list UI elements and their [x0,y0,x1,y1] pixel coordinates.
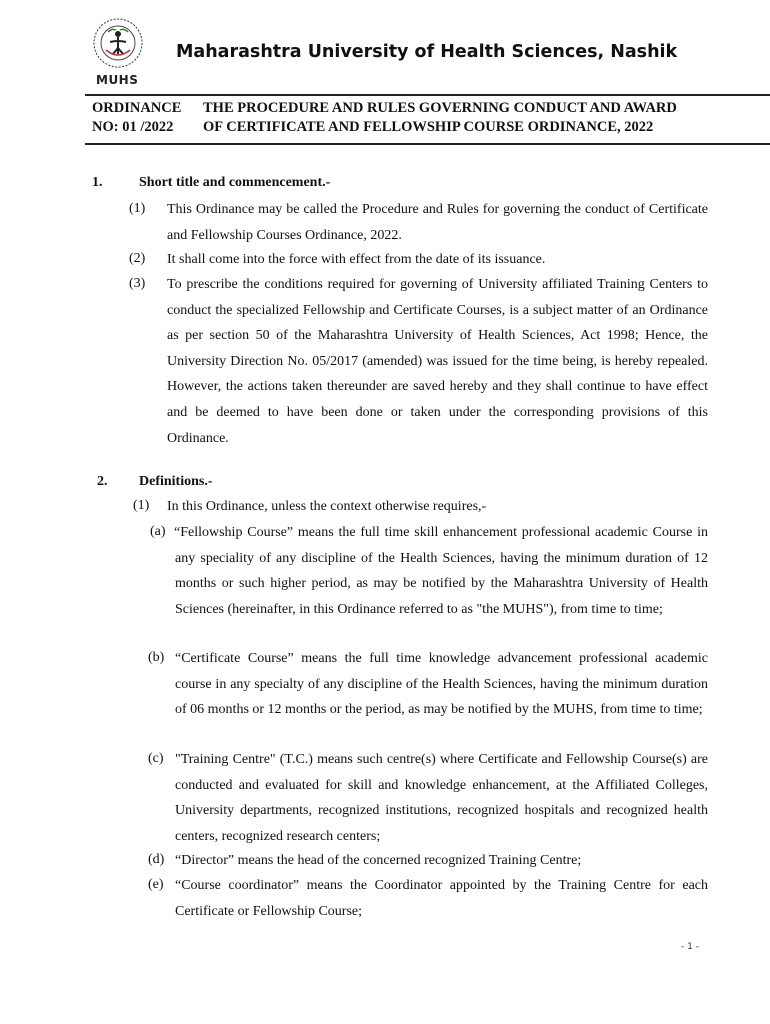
ordinance-label: ORDINANCE [92,100,182,116]
ordinance-number-block [92,99,181,137]
s2-item-b-marker: (b) [148,650,165,665]
logo-text: MUHS [96,73,139,87]
s1-item1-marker: (1) [129,201,146,216]
page-number: - 1 - [681,942,699,952]
s2-item-c-text: "Training Centre" (T.C.) means such centre(s) where Certificate and Fellowship Course(s) are conducted and evaluated for skill and knowledge enhancement, at the Affiliated Colleges, University departments, recognized institutions, recognized hospitals and recognized health centers, recognized research centers; [175,752,708,844]
s2-item-d-marker: (d) [148,852,165,867]
ordinance-no: NO: 01 /2022 [92,119,174,135]
muhs-logo [86,10,150,90]
s2-item-b-text: “Certificate Course” means the full time knowledge advancement professional academic course in any specialty of any discipline of the Health Sciences, having the minimum duration of 06 months or 12 months or the period, as may be notified by the MUHS, from time to time; [175,651,708,718]
header-rule-bottom [85,143,770,145]
s2-intro-marker: (1) [133,498,150,513]
ordinance-title-block [203,99,677,137]
s2-item-e-text: “Course coordinator” means the Coordinator appointed by the Training Centre for each Certificate or Fellowship Course; [175,878,708,919]
s1-item3-marker: (3) [129,276,146,291]
ordinance-title-line1: THE PROCEDURE AND RULES GOVERNING CONDUCT AND AWARD [203,100,677,116]
s2-item-c-marker: (c) [148,751,164,766]
section2-heading: Definitions.- [139,474,213,489]
s2-item-a-marker: (a) [150,524,166,539]
header-rule-top [85,94,770,96]
s2-intro-text: In this Ordinance, unless the context otherwise requires,- [167,499,487,514]
s2-item-e-marker: (e) [148,877,164,892]
s1-item2-text: It shall come into the force with effect from the date of its issuance. [167,252,546,267]
s1-item3-text: To prescribe the conditions required for governing of University affiliated Training Centers to conduct the specialized Fellowship and Certificate Courses, is a subject matter of an Ordinance as per section 50 of the Maharashtra University of Health Sciences, Act 1998; Hence, the University Direction No. 05/2017 (amended) was issued for the time being, is hereby repealed. However, the actions taken thereunder are saved hereby and they shall continue to have effect and be deemed to have been done or taken under the corresponding provisions of this Ordinance. [167,277,708,446]
section1-heading: Short title and commencement.- [139,175,331,190]
ordinance-title-line2: OF CERTIFICATE AND FELLOWSHIP COURSE ORDINANCE, 2022 [203,119,654,135]
s1-item1-text: This Ordinance may be called the Procedure and Rules for governing the conduct of Certificate and Fellowship Courses Ordinance, 2022. [167,202,708,243]
s2-item-a-text: “Fellowship Course” means the full time skill enhancement professional academic Course in any speciality of any discipline of the Health Sciences, having the minimum duration of 12 months or such higher period, as may be notified by the Maharashtra University of Health Sciences (hereinafter, in this Ordinance referred to as "the MUHS"), from time to time; [174,525,708,617]
s1-item2-marker: (2) [129,251,146,266]
university-title: Maharashtra University of Health Sciences, Nashik [176,42,678,62]
section1-number: 1. [92,175,103,190]
section2-number: 2. [97,474,108,489]
s2-item-d-text: “Director” means the head of the concerned recognized Training Centre; [175,853,582,868]
